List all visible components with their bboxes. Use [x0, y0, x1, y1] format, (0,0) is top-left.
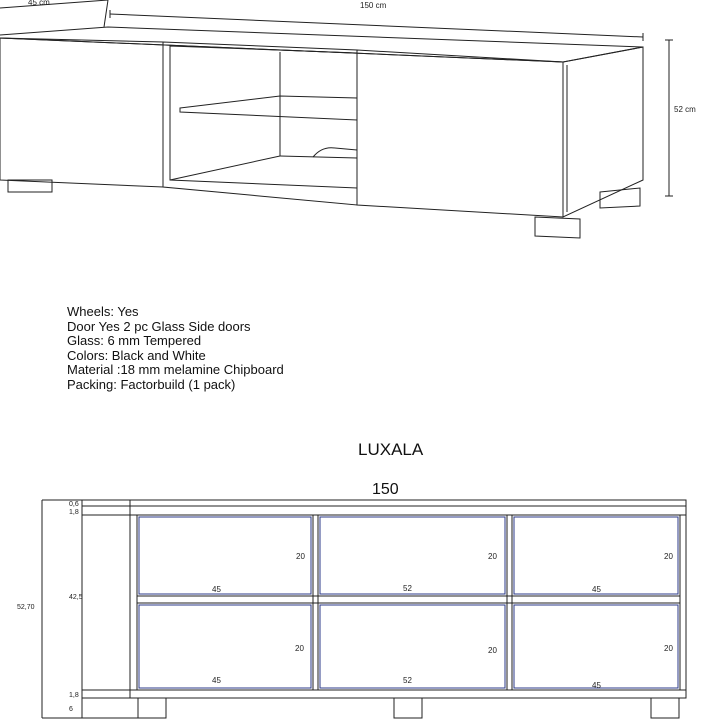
spec-list: [67, 305, 284, 392]
middle-shelf: [180, 96, 357, 120]
mid-top-height: 20: [488, 552, 497, 561]
right-bottom-width: 45: [592, 681, 601, 690]
height-label: 52 cm: [674, 105, 696, 114]
spec-packing: Packing: Factorbuild (1 pack): [67, 376, 236, 392]
top-board-label: 1,8: [69, 509, 79, 516]
spec-doors: Door Yes 2 pc Glass Side doors: [67, 318, 251, 334]
total-height-label: 52,70: [17, 604, 35, 611]
top-thick-label: 0,6: [69, 501, 79, 508]
width-dim-line: [110, 14, 643, 37]
bottom-board-label: 1,8: [69, 692, 79, 699]
overall-width-label: 150: [372, 481, 399, 498]
front-leg-right: [651, 698, 679, 718]
right-bottom-height: 20: [664, 644, 673, 653]
front-leg-middle: [394, 698, 422, 718]
left-top-height: 20: [296, 552, 305, 561]
spec-material: Material :18 mm melamine Chipboard: [67, 362, 284, 377]
depth-label: 45 cm: [28, 0, 50, 7]
spec-glass: Glass: 6 mm Tempered: [67, 333, 202, 348]
mid-bottom-height: 20: [488, 646, 497, 655]
leg-height-label: 6: [69, 706, 73, 713]
left-bottom-width: 45: [212, 676, 221, 685]
spec-wheels: Wheels: Yes: [67, 304, 139, 319]
model-name: LUXALA: [358, 440, 424, 459]
leg-front-right: [535, 217, 580, 238]
mid-bottom-width: 52: [403, 676, 412, 685]
left-shelf-width: 45: [212, 585, 221, 594]
depth-dim-line: [0, 0, 108, 8]
right-shelf-width: 45: [592, 585, 601, 594]
spec-colors: Colors: Black and White: [67, 347, 206, 363]
front-leg-left: [138, 698, 166, 718]
cabinet-top-surface: [0, 27, 643, 62]
left-bottom-height: 20: [295, 644, 304, 653]
right-door: [357, 50, 563, 217]
mid-shelf-width: 52: [403, 584, 412, 593]
left-door: [0, 38, 163, 187]
perspective-view: [0, 0, 673, 238]
cabinet-outline: [130, 500, 686, 698]
inner-height-label: 42,5: [69, 594, 83, 601]
right-top-height: 20: [664, 552, 673, 561]
width-label: 150 cm: [360, 1, 387, 10]
